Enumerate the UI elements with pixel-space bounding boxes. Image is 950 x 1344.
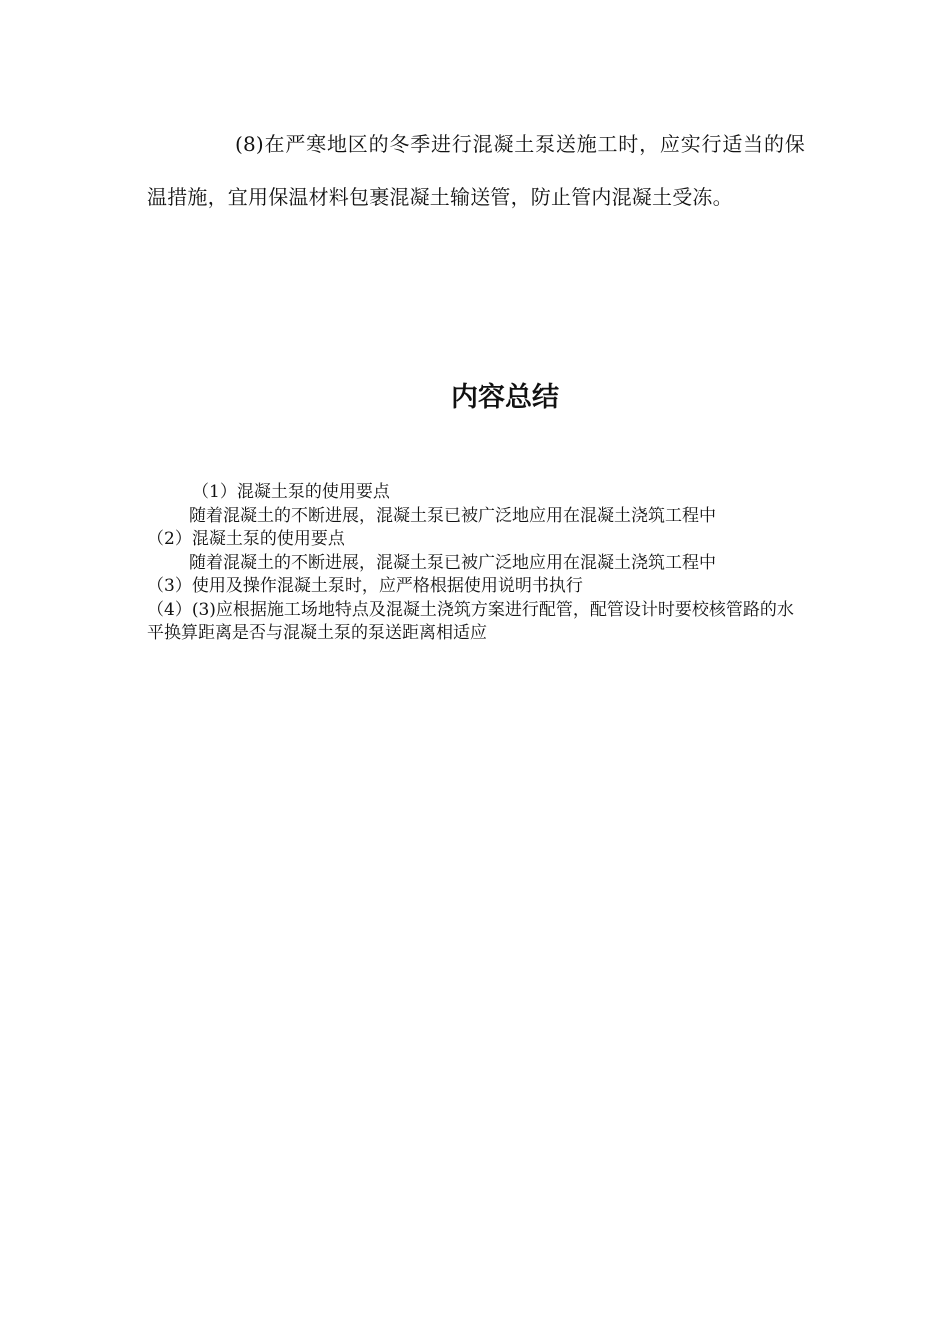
- summary-item-4: （4）(3)应根据施工场地特点及混凝土浇筑方案进行配管，配管设计时要校核管路的水平换算距离是否与混凝土泵的泵送距离相适应: [147, 599, 794, 643]
- summary-item-2-heading: （2）混凝土泵的使用要点: [147, 529, 345, 549]
- summary-block: [147, 481, 797, 646]
- body-paragraph-8: (8)在严寒地区的冬季进行混凝土泵送施工时，应实行适当的保温措施，宜用保温材料包裹混凝土输送管，防止管内混凝土受冻。: [147, 132, 805, 209]
- summary-item-3: （3）使用及操作混凝土泵时，应严格根据使用说明书执行: [147, 576, 583, 596]
- section-title: 内容总结: [451, 382, 559, 413]
- summary-item-1-body: 随着混凝土的不断进展，混凝土泵已被广泛地应用在混凝土浇筑工程中: [189, 505, 716, 526]
- summary-item-2-body: 随着混凝土的不断进展，混凝土泵已被广泛地应用在混凝土浇筑工程中: [189, 552, 716, 573]
- summary-item-1-heading: （1）混凝土泵的使用要点: [192, 482, 390, 502]
